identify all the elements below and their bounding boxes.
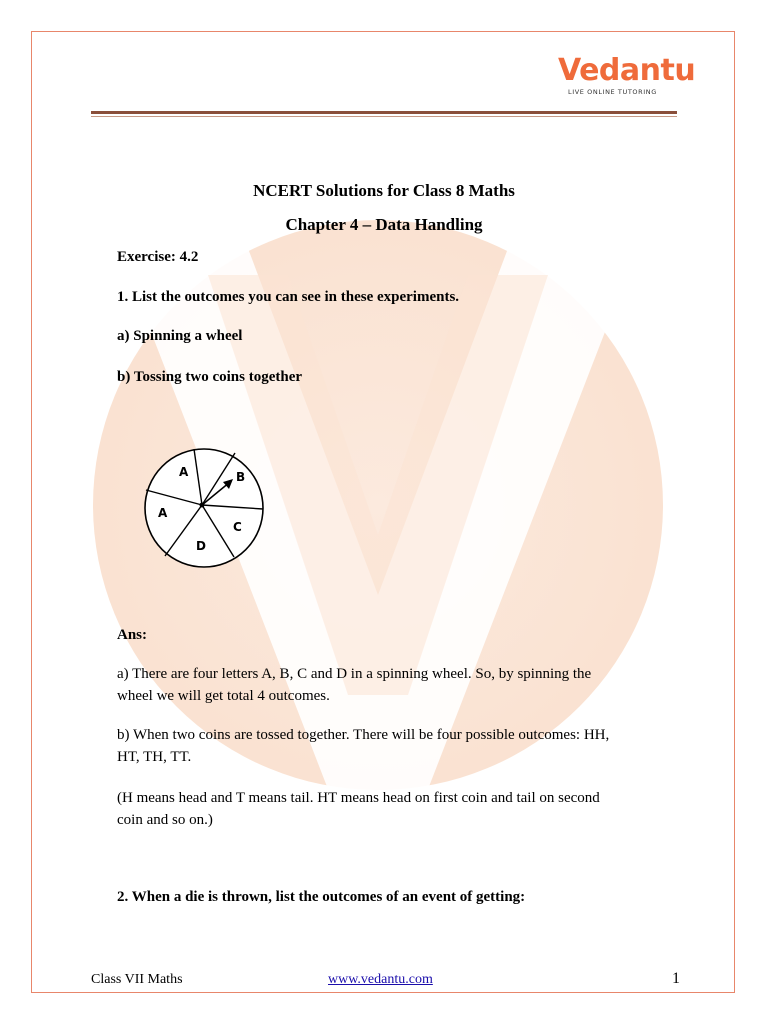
wheel-label-a1: A: [179, 465, 189, 479]
question-2: 2. When a die is thrown, list the outcomes of an event of getting:: [117, 889, 526, 905]
note-line2: coin and so on.): [117, 812, 213, 828]
page-title: NCERT Solutions for Class 8 Maths: [253, 181, 515, 200]
vedantu-logo: [556, 53, 696, 100]
spinning-wheel-figure: [142, 444, 266, 572]
footer-class-label: Class VII Maths: [91, 972, 183, 987]
wheel-label-d: D: [196, 539, 206, 553]
question-1a: a) Spinning a wheel: [117, 328, 243, 344]
answer-a-line2: wheel we will get total 4 outcomes.: [117, 688, 330, 704]
chapter-title: Chapter 4 – Data Handling: [285, 215, 483, 234]
wheel-label-b: B: [236, 470, 246, 484]
header-rule: [91, 111, 677, 114]
footer-page-number: 1: [672, 970, 680, 987]
logo-wordmark: Vedantu: [558, 53, 696, 88]
logo-tagline: LIVE ONLINE TUTORING: [568, 88, 657, 96]
note-line1: (H means head and T means tail. HT means head on first coin and tail on second: [117, 790, 600, 806]
answer-heading: Ans:: [117, 627, 148, 643]
question-1: 1. List the outcomes you can see in these experiments.: [117, 289, 460, 305]
answer-a-line1: a) There are four letters A, B, C and D in a spinning wheel. So, by spinning the: [117, 666, 592, 682]
footer-website-link[interactable]: www.vedantu.com: [328, 972, 433, 987]
wheel-label-c: C: [233, 520, 242, 534]
wheel-label-a2: A: [158, 506, 168, 520]
answer-b-line1: b) When two coins are tossed together. There will be four possible outcomes: HH,: [117, 727, 610, 743]
exercise-label: Exercise: 4.2: [117, 249, 199, 265]
question-1b: b) Tossing two coins together: [117, 369, 303, 385]
header-rule-thin: [91, 116, 677, 117]
answer-b-line2: HT, TH, TT.: [117, 749, 192, 765]
